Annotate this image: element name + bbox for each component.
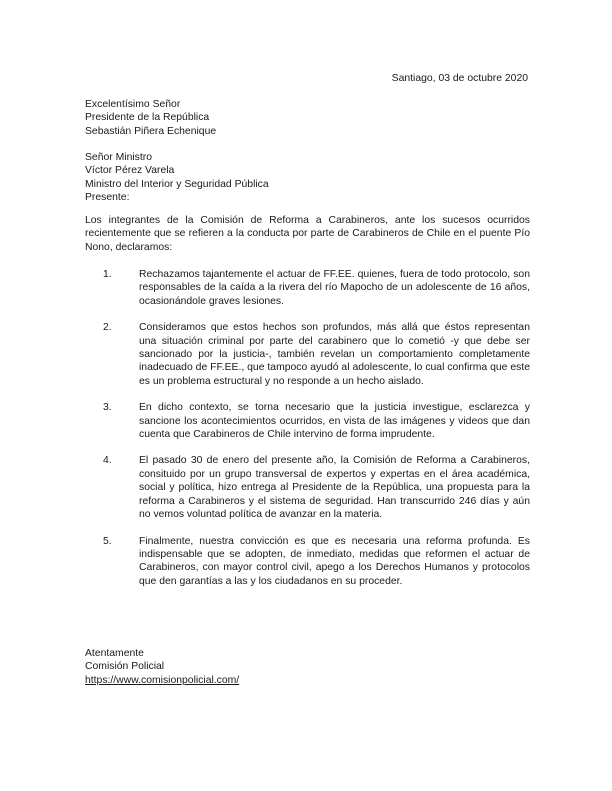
list-item — [85, 535, 530, 589]
list-item — [85, 454, 530, 521]
recipient-line: Presente: — [85, 192, 130, 204]
item-text: Finalmente, nuestra convicción es que es necesaria una reforma profunda. Es indispensable que se adopten, de inmediato, medidas que reformen el actuar de Carabineros, con mayor control civil, apego a los Derechos Humanos y protocolos que den garantías a las y los ciudadanos en su proceder. — [139, 535, 530, 587]
item-number: 5. — [103, 535, 112, 547]
item-number: 1. — [103, 269, 112, 280]
item-text: El pasado 30 de enero del presente año, la Comisión de Reforma a Carabineros, consituido por un grupo transversal de expertos y expertas en el área académica, social y política, hizo entrega al Presidente de la República, una propuesta para la reforma a Carabineros y el sistema de seguridad. Han transcurrido 246 días y aún no vemos voluntad política de avanzar en la materia. — [139, 455, 530, 521]
recipient-line: Sebastián Piñera Echenique — [85, 125, 217, 137]
item-number: 4. — [103, 455, 112, 467]
recipient-line: Señor Ministro — [85, 152, 152, 163]
recipient-minister — [85, 151, 530, 205]
list-item — [85, 268, 530, 308]
declaration-list — [85, 268, 530, 588]
item-number: 3. — [103, 402, 112, 414]
signature-name: Comisión Policial — [85, 661, 165, 673]
intro-paragraph: Los integrantes de la Comisión de Reforma a Carabineros, ante los sucesos ocurridos recientemente que se refieren a la conducta por parte de Carabineros de Chile en el puente Pío Nono, declaramos: — [85, 215, 530, 253]
list-item — [85, 321, 530, 388]
closing-text: Atentamente — [85, 648, 144, 659]
recipient-line: Víctor Pérez Varela — [85, 165, 175, 177]
signature-block — [85, 647, 530, 687]
website-link[interactable]: https://www.comisionpolicial.com/ — [85, 674, 240, 686]
recipient-line: Ministro del Interior y Seguridad Pública — [85, 178, 269, 190]
recipient-line: Excelentísimo Señor — [85, 99, 181, 110]
item-text: Consideramos que estos hechos son profundos, más allá que éstos representan una situación criminal por parte del carabinero que lo cometió -y que debe ser sancionado por la justicia-, también revelan un comportamiento completamente inadecuado de FF.EE., que tampoco ayudó al adolescente, lo cual confirma que este es un problema estructural y no responde a un hecho aislado. — [139, 322, 530, 387]
date-line: Santiago, 03 de octubre 2020 — [391, 73, 528, 84]
recipient-line: Presidente de la República — [85, 112, 210, 124]
item-text: En dicho contexto, se torna necesario que la justicia investigue, esclarezca y sancione los acontecimientos ocurridos, en vista de las imágenes y videos que dan cuenta que Carabineros de Chile intervino de forma imprudente. — [139, 402, 530, 441]
item-number: 2. — [103, 322, 112, 334]
list-item — [85, 401, 530, 441]
recipient-president — [85, 98, 530, 138]
item-text: Rechazamos tajantemente el actuar de FF.EE. quienes, fuera de todo protocolo, son responsables de la caída a la rivera del río Mapocho de un adolescente de 16 años, ocasionándole graves lesiones. — [139, 269, 530, 307]
